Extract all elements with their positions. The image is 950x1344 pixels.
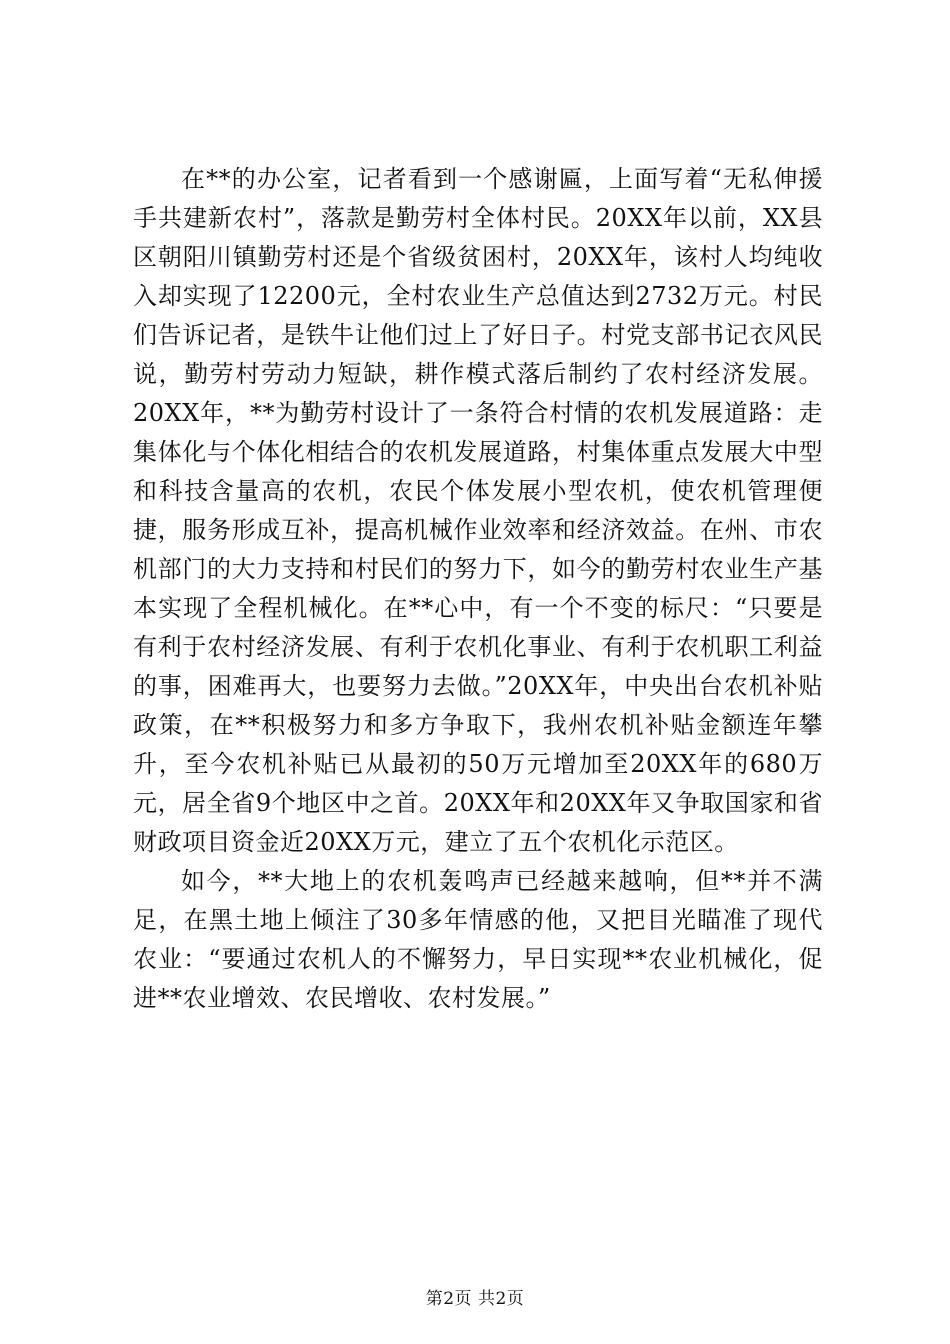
paragraph-1: 在**的办公室，记者看到一个感谢匾，上面写着“无私伸援手共建新农村”，落款是勤劳村全体村民。20XX年以前，XX县区朝阳川镇勤劳村还是个省级贫困村，20XX年，该村人均纯收入却实现了12200元，全村农业生产总值达到2732万元。村民们告诉记者，是铁牛让他们过上了好日子。村党支部书记衣风民说，勤劳村劳动力短缺，耕作模式落后制约了农村经济发展。20XX年，**为勤劳村设计了一条符合村情的农机发展道路：走集体化与个体化相结合的农机发展道路，村集体重点发展大中型和科技含量高的农机，农民个体发展小型农机，使农机管理便捷，服务形成互补，提高机械作业效率和经济效益。在州、市农机部门的大力支持和村民们的努力下，如今的勤劳村农业生产基本实现了全程机械化。在**心中，有一个不变的标尺：“只要是有利于农村经济发展、有利于农机化事业、有利于农机职工利益的事，困难再大，也要努力去做。”20XX年，中央出台农机补贴政策，在**积极努力和多方争取下，我州农机补贴金额连年攀升，至今农机补贴已从最初的50万元增加至20XX年的680万元，居全省9个地区中之首。20XX年和20XX年又争取国家和省财政项目资金近20XX万元，建立了五个农机化示范区。: [133, 165, 823, 856]
page-number-footer: 第2页 共2页: [425, 1289, 525, 1309]
document-body: [133, 160, 823, 1018]
paragraph-2: 如今，**大地上的农机轰鸣声已经越来越响，但**并不满足，在黑土地上倾注了30多年情感的他，又把目光瞄准了现代农业：“要通过农机人的不懈努力，早日实现**农业机械化，促进**农业增效、农民增收、农村发展。”: [133, 867, 823, 1012]
